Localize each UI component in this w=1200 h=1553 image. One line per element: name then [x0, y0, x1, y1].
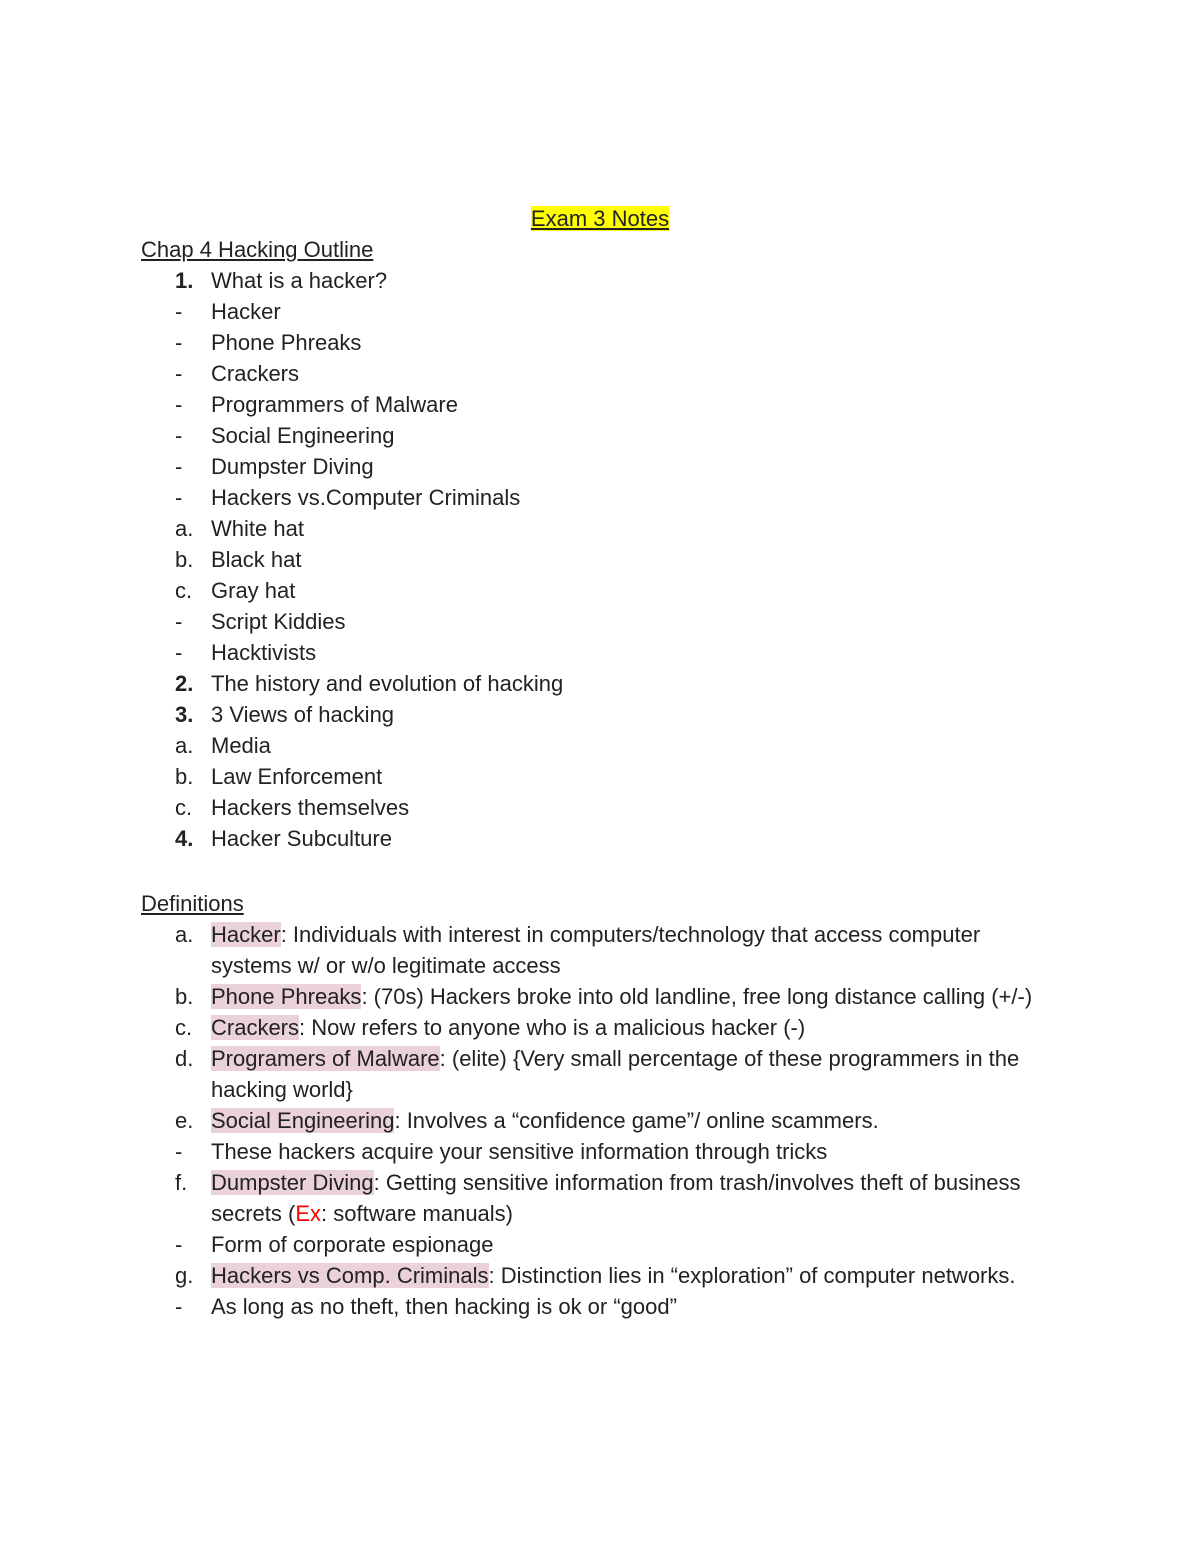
- list-item-text: [211, 1043, 1051, 1105]
- item-description: : Now refers to anyone who is a malicious hacker (-): [299, 1015, 806, 1040]
- list-marker: a.: [175, 733, 194, 758]
- term-highlight: Phone Phreaks: [211, 984, 362, 1009]
- list-marker: -: [175, 485, 183, 510]
- term-highlight: Crackers: [211, 1015, 300, 1040]
- definitions-list: [141, 919, 1051, 1322]
- list-item: [141, 699, 1051, 730]
- list-item-text: [211, 327, 1051, 358]
- list-marker: -: [175, 1139, 183, 1164]
- list-marker: b.: [175, 764, 194, 789]
- list-marker: g.: [175, 1263, 194, 1288]
- list-item: [141, 327, 1051, 358]
- list-item: [141, 296, 1051, 327]
- list-marker: c.: [175, 1015, 193, 1040]
- list-item-text: [211, 575, 1051, 606]
- item-description: : (elite) {Very small percentage of these programmers in the hacking world}: [211, 1046, 1020, 1102]
- list-item-text: [211, 981, 1051, 1012]
- list-item: [141, 389, 1051, 420]
- list-item-text: [211, 1260, 1051, 1291]
- list-item: [141, 919, 1051, 981]
- list-marker: b.: [175, 984, 194, 1009]
- list-item-text: [211, 761, 1051, 792]
- list-item: [141, 451, 1051, 482]
- list-item: [141, 265, 1051, 296]
- list-item: [141, 575, 1051, 606]
- item-description: Programmers of Malware: [211, 392, 458, 417]
- item-description: Gray hat: [211, 578, 296, 603]
- list-item: [141, 761, 1051, 792]
- term-highlight: Hacker: [211, 922, 281, 947]
- list-marker: b.: [175, 547, 194, 572]
- list-item-text: [211, 699, 1051, 730]
- list-item-text: [211, 637, 1051, 668]
- list-marker: a.: [175, 516, 194, 541]
- list-item-text: [211, 823, 1051, 854]
- item-description: Social Engineering: [211, 423, 395, 448]
- list-marker: 2.: [175, 671, 194, 696]
- list-marker: -: [175, 1232, 183, 1257]
- list-marker: f.: [175, 1170, 188, 1195]
- list-marker: c.: [175, 578, 193, 603]
- definitions-heading: Definitions: [141, 891, 244, 916]
- item-description: Media: [211, 733, 271, 758]
- list-item: [141, 1105, 1051, 1136]
- item-description: Hackers vs.Computer Criminals: [211, 485, 521, 510]
- item-description: Hacker Subculture: [211, 826, 392, 851]
- list-item-text: [211, 730, 1051, 761]
- item-description: 3 Views of hacking: [211, 702, 395, 727]
- list-item: [141, 420, 1051, 451]
- term-highlight: Hackers vs Comp. Criminals: [211, 1263, 489, 1288]
- item-description: White hat: [211, 516, 304, 541]
- list-item: [141, 1136, 1051, 1167]
- list-item-text: [211, 1291, 1051, 1322]
- list-item-text: [211, 544, 1051, 575]
- item-description: Script Kiddies: [211, 609, 346, 634]
- list-item-text: [211, 1167, 1051, 1229]
- term-highlight: Social Engineering: [211, 1108, 395, 1133]
- item-description: : (70s) Hackers broke into old landline, free long distance calling (+/-): [361, 984, 1033, 1009]
- list-marker: -: [175, 454, 183, 479]
- list-marker: -: [175, 361, 183, 386]
- item-description: As long as no theft, then hacking is ok or “good”: [211, 1294, 677, 1319]
- list-item: [141, 823, 1051, 854]
- list-marker: -: [175, 330, 183, 355]
- outline-list: [141, 265, 1051, 854]
- list-item-text: [211, 358, 1051, 389]
- item-description: These hackers acquire your sensitive information through tricks: [211, 1139, 828, 1164]
- list-item: [141, 482, 1051, 513]
- item-description-cont: : software manuals): [321, 1201, 514, 1226]
- list-item: [141, 1229, 1051, 1260]
- list-item-text: [211, 513, 1051, 544]
- item-description: : Getting sensitive information from trash/involves theft of business secrets (: [211, 1170, 1021, 1226]
- list-marker: -: [175, 392, 183, 417]
- term-highlight: Dumpster Diving: [211, 1170, 374, 1195]
- list-marker: 4.: [175, 826, 194, 851]
- list-item: [141, 792, 1051, 823]
- item-description: : Distinction lies in “exploration” of computer networks.: [488, 1263, 1016, 1288]
- item-description: : Involves a “confidence game”/ online scammers.: [394, 1108, 879, 1133]
- list-item: [141, 730, 1051, 761]
- list-item: [141, 606, 1051, 637]
- list-item-text: [211, 1229, 1051, 1260]
- list-item-text: [211, 482, 1051, 513]
- list-item: [141, 1167, 1051, 1229]
- list-item-text: [211, 1012, 1051, 1043]
- item-description: Form of corporate espionage: [211, 1232, 494, 1257]
- item-description: Hacktivists: [211, 640, 317, 665]
- item-description: The history and evolution of hacking: [211, 671, 564, 696]
- list-marker: -: [175, 640, 183, 665]
- list-item-text: [211, 420, 1051, 451]
- list-item: [141, 358, 1051, 389]
- list-item-text: [211, 606, 1051, 637]
- list-item: [141, 1260, 1051, 1291]
- item-description: Hackers themselves: [211, 795, 410, 820]
- list-item-text: [211, 668, 1051, 699]
- list-marker: -: [175, 299, 183, 324]
- outline-heading: Chap 4 Hacking Outline: [141, 237, 374, 262]
- list-marker: e.: [175, 1108, 194, 1133]
- list-marker: c.: [175, 795, 193, 820]
- list-marker: 3.: [175, 702, 194, 727]
- list-item: [141, 1043, 1051, 1105]
- list-item-text: [211, 265, 1051, 296]
- item-description: Phone Phreaks: [211, 330, 362, 355]
- list-item-text: [211, 296, 1051, 327]
- document-title: Exam 3 Notes: [530, 206, 670, 231]
- list-item: [141, 637, 1051, 668]
- term-highlight: Programers of Malware: [211, 1046, 440, 1071]
- list-item: [141, 1291, 1051, 1322]
- list-item: [141, 981, 1051, 1012]
- item-description: Crackers: [211, 361, 300, 386]
- item-description: What is a hacker?: [211, 268, 388, 293]
- item-description: : Individuals with interest in computers/technology that access computer systems w/ or w/o legitimate access: [211, 922, 981, 978]
- list-item: [141, 1012, 1051, 1043]
- list-item-text: [211, 792, 1051, 823]
- item-description: Dumpster Diving: [211, 454, 374, 479]
- list-marker: -: [175, 609, 183, 634]
- list-marker: a.: [175, 922, 194, 947]
- list-item: [141, 513, 1051, 544]
- list-item-text: [211, 1136, 1051, 1167]
- list-item-text: [211, 389, 1051, 420]
- list-item: [141, 544, 1051, 575]
- example-label: Ex: [295, 1201, 322, 1226]
- list-marker: d.: [175, 1046, 194, 1071]
- list-item-text: [211, 1105, 1051, 1136]
- list-item-text: [211, 919, 1051, 981]
- list-marker: -: [175, 1294, 183, 1319]
- item-description: Law Enforcement: [211, 764, 383, 789]
- item-description: Hacker: [211, 299, 281, 324]
- item-description: Black hat: [211, 547, 302, 572]
- list-item-text: [211, 451, 1051, 482]
- list-marker: -: [175, 423, 183, 448]
- list-marker: 1.: [175, 268, 194, 293]
- list-item: [141, 668, 1051, 699]
